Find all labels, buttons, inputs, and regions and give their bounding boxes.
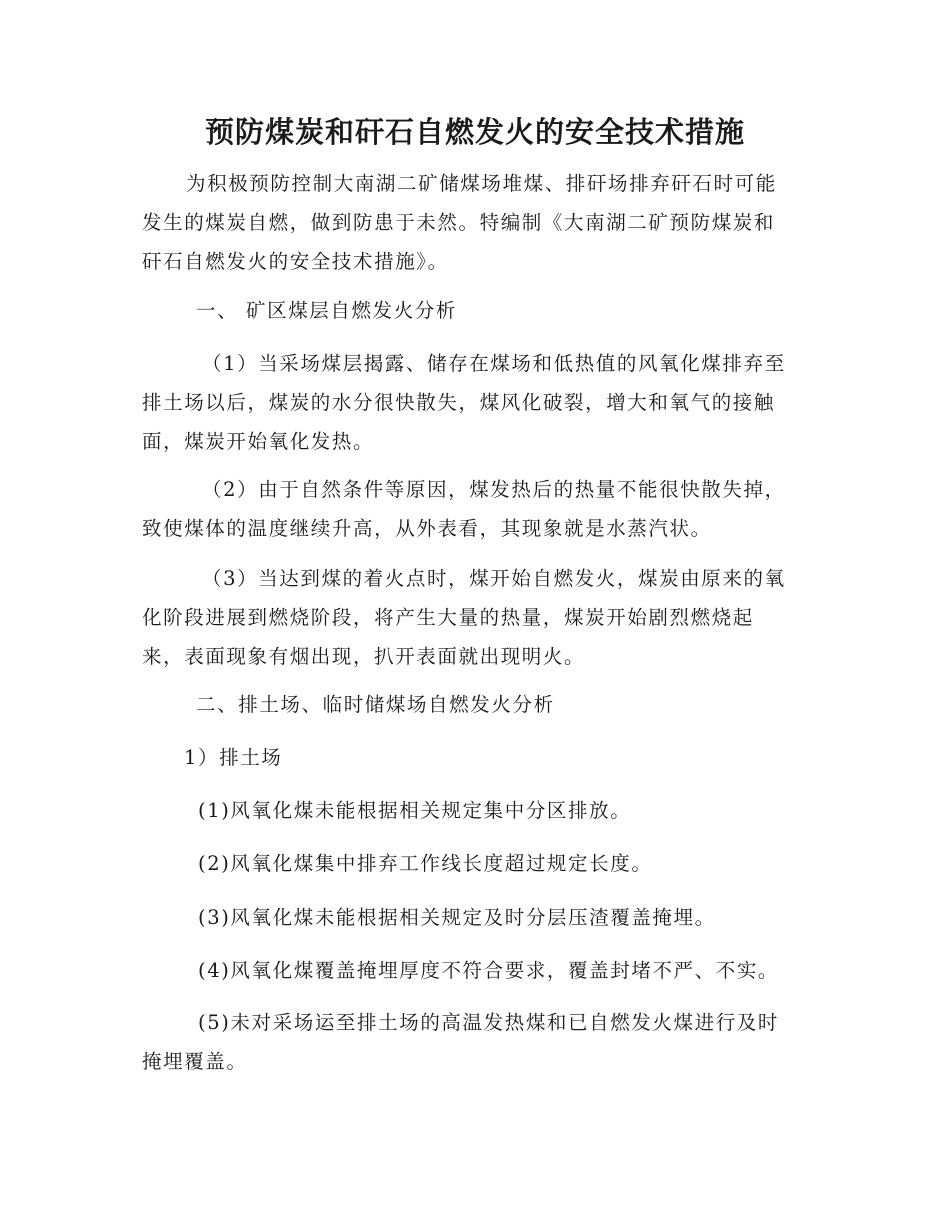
list-item: (2)风氧化煤集中排弃工作线长度超过规定长度。 [198,852,653,875]
text-line: （2）由于自然条件等原因，煤发热后的热量不能很快散失掉， [202,478,786,501]
text-line: (5)未对采场运至排土场的高温发热煤和已自燃发火煤进行及时 [198,1011,780,1034]
text-line: （1）当采场煤层揭露、储存在煤场和低热值的风氧化煤排弃至 [202,352,786,375]
list-item: (1)风氧化煤未能根据相关规定集中分区排放。 [198,799,632,822]
subsection-heading: 1）排土场 [184,746,283,769]
section-heading-1: 一、 矿区煤层自燃发火分析 [196,299,457,322]
list-item: (4)风氧化煤覆盖掩埋厚度不符合要求，覆盖封堵不严、不实。 [198,959,780,982]
paragraph-item-2 [142,470,802,548]
paragraph-item-1 [142,344,802,461]
text-line: 为积极预防控制大南湖二矿储煤场堆煤、排矸场排弃矸石时可能 [186,172,777,195]
text-line: 来，表面现象有烟出现，扒开表面就出现明火。 [142,645,586,668]
intro-paragraph [142,164,802,281]
text-line: 面，煤炭开始氧化发热。 [142,430,375,453]
paragraph-item-3 [142,559,802,676]
list-item-5 [142,1003,802,1081]
section-heading-2: 二、排土场、临时储煤场自燃发火分析 [196,693,555,716]
text-line: （3）当达到煤的着火点时，煤开始自燃发火，煤炭由原来的氧 [202,567,786,590]
text-line: 掩埋覆盖。 [142,1050,248,1073]
text-line: 致使煤体的温度继续升高，从外表看，其现象就是水蒸汽状。 [142,517,712,540]
document-title: 预防煤炭和矸石自燃发火的安全技术措施 [204,115,745,149]
text-line: 化阶段进展到燃烧阶段，将产生大量的热量，煤炭开始剧烈燃烧起 [142,606,754,629]
list-item: (3)风氧化煤未能根据相关规定及时分层压渣覆盖掩埋。 [198,906,716,929]
text-line: 排土场以后，煤炭的水分很快散失，煤风化破裂，增大和氧气的接触 [142,391,776,414]
text-line: 发生的煤炭自燃，做到防患于未然。特编制《大南湖二矿预防煤炭和 [142,211,776,234]
text-line: 矸石自燃发火的安全技术措施》。 [142,250,449,273]
